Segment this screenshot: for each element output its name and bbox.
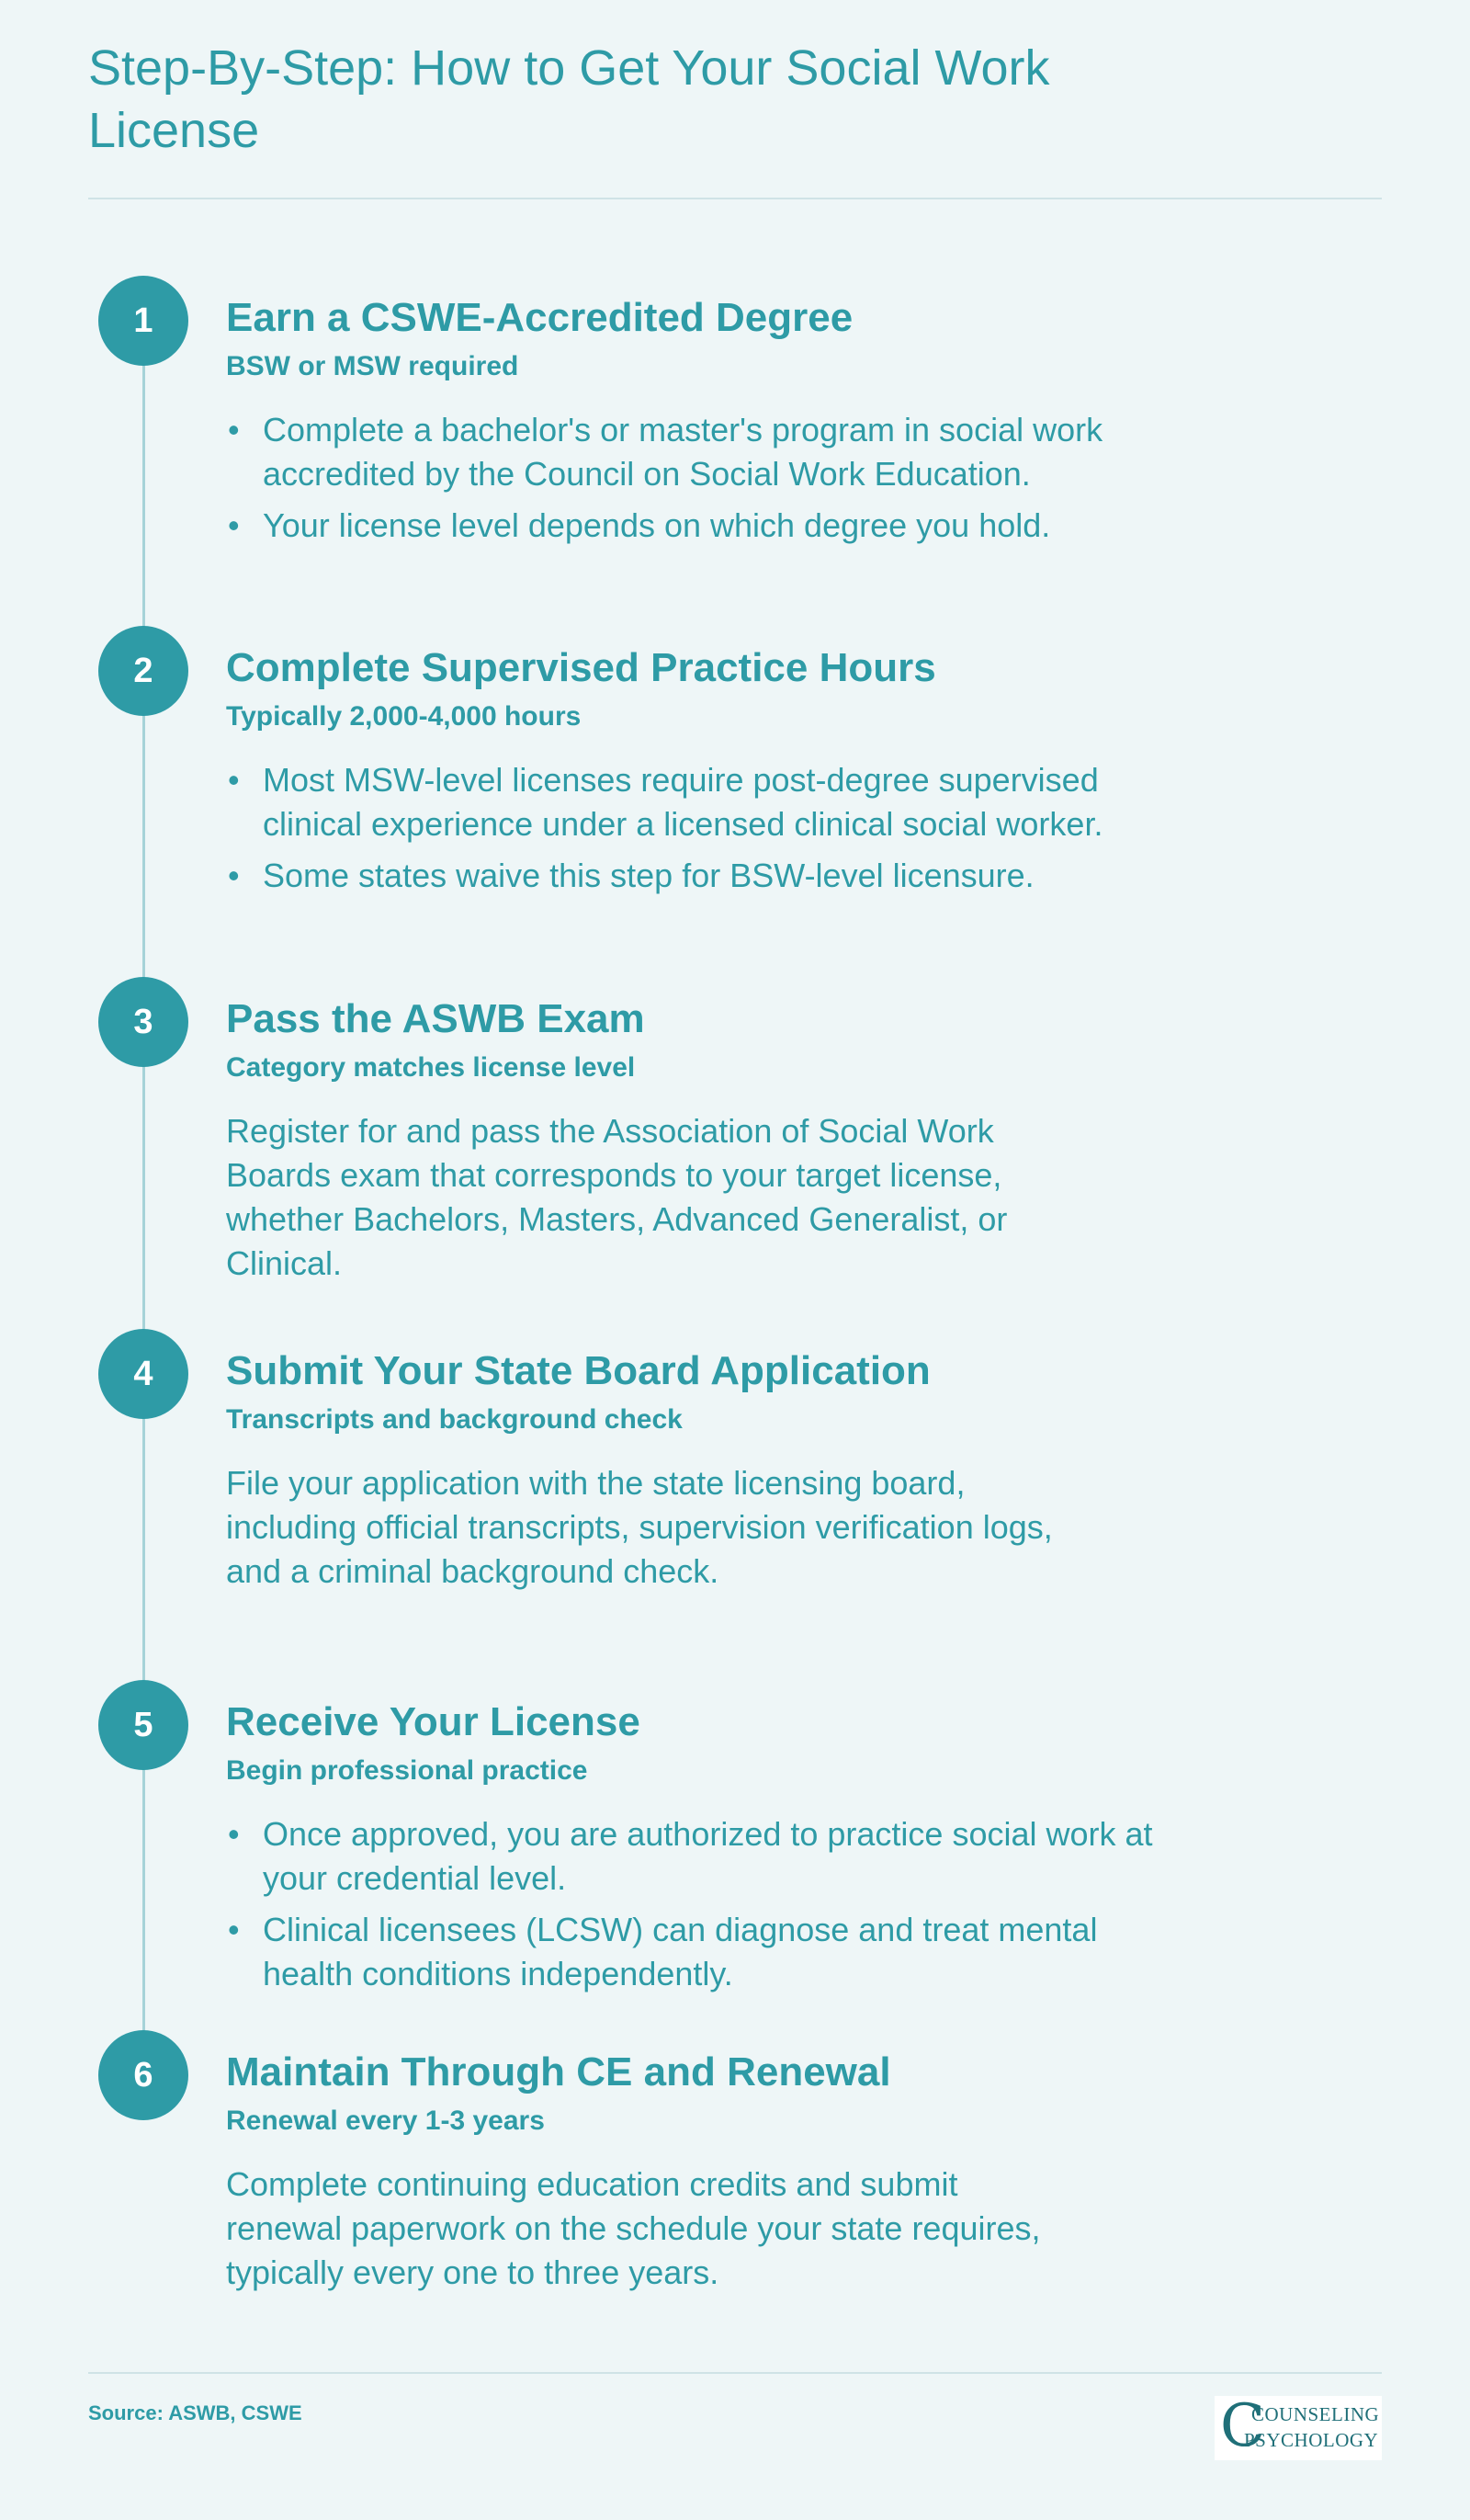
step-content <box>226 2047 1163 2295</box>
step-subtitle: Transcripts and background check <box>226 1404 683 1435</box>
step-number-badge: 2 <box>98 626 188 716</box>
step-bullet: • Once approved, you are authorized to practice social work at your credential level. <box>226 1812 1154 1901</box>
step-bullet: • Your license level depends on which degree you hold. <box>226 504 1154 548</box>
step-bullet: • Clinical licensees (LCSW) can diagnose and treat mental health conditions independently. <box>226 1908 1154 1996</box>
source-citation: Source: ASWB, CSWE <box>88 2401 302 2424</box>
step-number-badge: 5 <box>98 1680 188 1770</box>
step-subtitle: Begin professional practice <box>226 1755 588 1786</box>
step-content <box>226 292 1163 555</box>
logo-text-line-2: PSYCHOLOGY <box>1244 2429 1379 2451</box>
step-number-badge: 1 <box>98 276 188 366</box>
logo-c-mark-icon: C <box>1220 2392 1265 2460</box>
header-divider <box>88 198 1382 199</box>
step-content <box>226 642 1163 905</box>
step-subtitle: Typically 2,000-4,000 hours <box>226 701 582 732</box>
step-content <box>226 993 1163 1286</box>
step-content <box>226 1345 1163 1594</box>
step-title: Maintain Through CE and Renewal <box>226 2049 891 2094</box>
step-subtitle: Renewal every 1-3 years <box>226 2106 545 2136</box>
step-title: Receive Your License <box>226 1699 640 1744</box>
step-number-badge: 3 <box>98 977 188 1067</box>
step-bullet-list <box>226 408 1154 548</box>
step-title: Pass the ASWB Exam <box>226 996 645 1041</box>
step-number-badge: 4 <box>98 1329 188 1419</box>
logo-text-line-1: COUNSELING <box>1251 2403 1380 2425</box>
page-title: Step-By-Step: How to Get Your Social Work License <box>88 40 1050 158</box>
step-bullet: • Complete a bachelor's or master's program in social work accredited by the Council on Social Work Education. <box>226 408 1154 496</box>
step-content <box>226 1697 1163 2004</box>
step-description: Register for and pass the Association of Social Work Boards exam that corresponds to your target license, whether Bachelors, Masters, Advanced Generalist, or Clinical. <box>226 1112 1008 1282</box>
step-bullet-list <box>226 1812 1154 1996</box>
step-bullet: • Some states waive this step for BSW-level licensure. <box>226 854 1154 898</box>
step-number-badge: 6 <box>98 2030 188 2120</box>
step-description: Complete continuing education credits and submit renewal paperwork on the schedule your state requires, typically every one to three years. <box>226 2165 1041 2291</box>
counseling-psychology-logo <box>1215 2392 1382 2460</box>
step-subtitle: Category matches license level <box>226 1052 636 1083</box>
step-title: Submit Your State Board Application <box>226 1348 931 1393</box>
step-bullet-list <box>226 758 1154 898</box>
step-description: File your application with the state licensing board, including official transcripts, supervision verification logs, and a criminal background check. <box>226 1464 1053 1590</box>
step-title: Earn a CSWE-Accredited Degree <box>226 295 854 340</box>
footer-divider <box>88 2372 1382 2374</box>
step-subtitle: BSW or MSW required <box>226 351 519 381</box>
timeline-line <box>142 320 145 2072</box>
step-bullet: • Most MSW-level licenses require post-degree supervised clinical experience under a licensed clinical social worker. <box>226 758 1154 846</box>
step-title: Complete Supervised Practice Hours <box>226 645 936 690</box>
